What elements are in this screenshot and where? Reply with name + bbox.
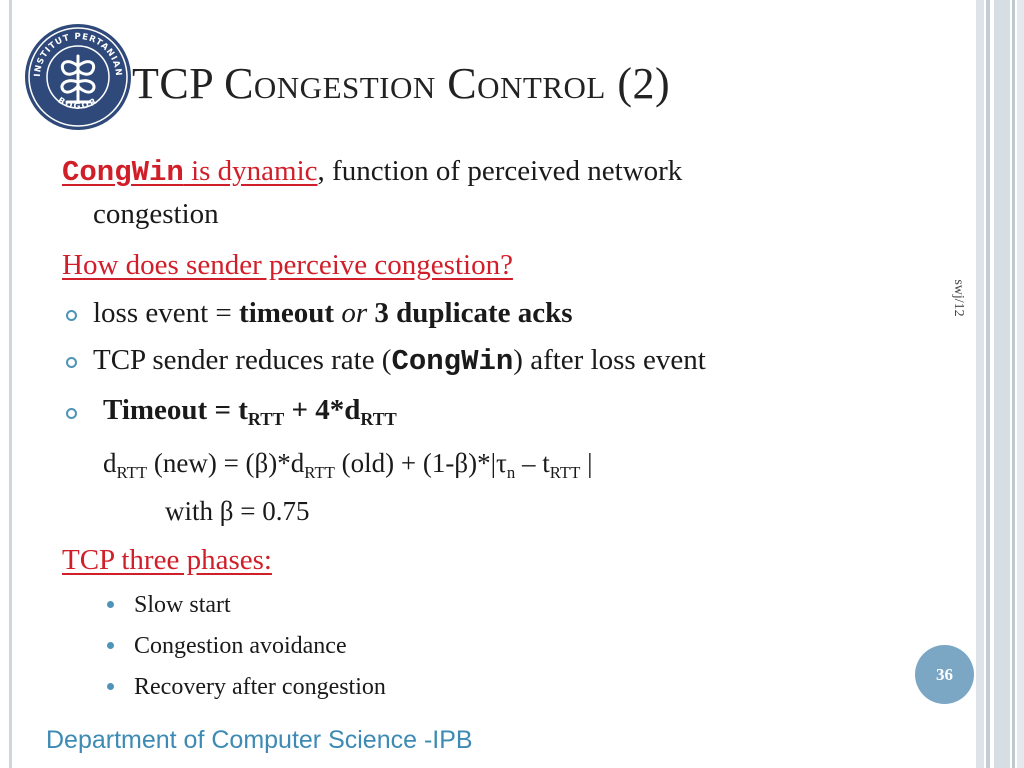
- timeout-term: timeout: [239, 297, 335, 329]
- formula-part: (old) + (1-β)*|τ: [334, 448, 507, 478]
- formula-part: – t: [515, 448, 550, 478]
- page-number-badge: [915, 645, 974, 704]
- phase-item: Slow start: [134, 592, 231, 618]
- congwin-dynamic-link: [62, 155, 318, 187]
- svg-text:BOGOR: BOGOR: [55, 95, 101, 112]
- right-decor-band: [1017, 0, 1024, 768]
- formula-part: |: [580, 448, 593, 478]
- subscript: n: [506, 463, 516, 482]
- bullet-icon: [66, 357, 77, 368]
- left-border-rule: [9, 0, 12, 768]
- congwin-term: CongWin: [62, 156, 184, 189]
- right-decor-band: [986, 0, 990, 768]
- phase-item: Congestion avoidance: [134, 633, 347, 659]
- bullet-icon: [66, 310, 77, 321]
- formula-part: d: [103, 448, 117, 478]
- bullet-icon: [107, 642, 114, 649]
- heading-three-phases: TCP three phases:: [62, 544, 272, 576]
- formula-part: (new) = (β)*d: [147, 448, 305, 478]
- beta-value: with β = 0.75: [165, 496, 310, 526]
- line-loss-event: [93, 299, 573, 328]
- after-loss-text: ) after loss event: [513, 344, 706, 376]
- bullet-icon: [107, 601, 114, 608]
- svg-text:INSTITUT PERTANIAN: INSTITUT PERTANIAN: [32, 31, 124, 78]
- right-decor-band: [1012, 0, 1015, 768]
- subscript: RTT: [304, 463, 335, 482]
- loss-event-text: loss event =: [93, 297, 240, 329]
- heading-perceive-congestion: How does sender perceive congestion?: [62, 249, 513, 281]
- reduces-rate-text: TCP sender reduces rate (: [93, 344, 392, 376]
- side-note-text: swj/12: [951, 279, 966, 317]
- line-congestion: congestion: [93, 198, 219, 230]
- side-note: [948, 270, 968, 326]
- subscript: RTT: [116, 463, 148, 482]
- right-decor-band: [994, 0, 1010, 768]
- ipb-logo: [23, 22, 133, 132]
- formula-part: + 4*d: [284, 394, 361, 426]
- subscript: RTT: [549, 463, 581, 482]
- line1-rest: , function of perceived network: [317, 155, 683, 187]
- subscript: RTT: [247, 409, 285, 429]
- formula-part: Timeout = t: [103, 394, 248, 426]
- dup-acks-term: 3 duplicate acks: [374, 297, 573, 329]
- line-reduces-rate: [93, 346, 706, 376]
- bullet-icon: [107, 683, 114, 690]
- or-text: or: [334, 297, 375, 329]
- dynamic-text: is dynamic: [183, 155, 318, 187]
- subscript: RTT: [360, 409, 397, 429]
- line-congwin-dynamic: [62, 157, 682, 187]
- bullet-icon: [66, 408, 77, 419]
- formula-timeout: [103, 394, 397, 429]
- phase-item: Recovery after congestion: [134, 674, 386, 700]
- footer-department: Department of Computer Science -IPB: [46, 726, 473, 754]
- congwin-term: CongWin: [391, 345, 514, 378]
- page-number: 36: [936, 664, 953, 684]
- right-decor-band: [976, 0, 984, 768]
- formula-drtt: [103, 448, 593, 482]
- slide-title: TCP Congestion Control (2): [132, 59, 671, 108]
